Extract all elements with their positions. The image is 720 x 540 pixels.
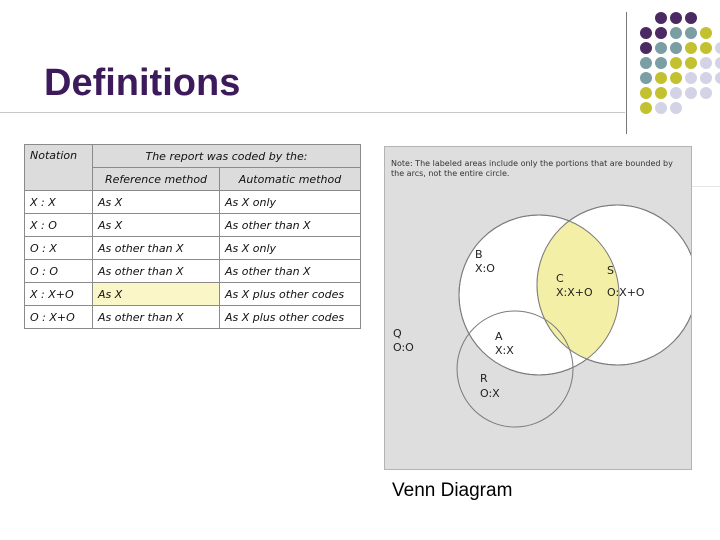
table-row <box>25 191 361 214</box>
decorative-dot <box>655 42 667 54</box>
decorative-dot <box>700 27 712 39</box>
cell-reference: As X <box>93 283 220 306</box>
decorative-dot <box>670 42 682 54</box>
decorative-dot <box>715 57 720 69</box>
decorative-dot <box>655 72 667 84</box>
header-coded-by: The report was coded by the: <box>93 145 361 168</box>
decorative-dot <box>670 72 682 84</box>
decorative-dot <box>700 57 712 69</box>
decorative-dot <box>700 87 712 99</box>
decorative-dot <box>640 27 652 39</box>
decorative-dot <box>655 87 667 99</box>
decorative-dot <box>640 72 652 84</box>
cell-reference: As other than X <box>93 260 220 283</box>
cell-notation: O : X <box>25 237 93 260</box>
table-row <box>25 237 361 260</box>
decorative-dot <box>640 57 652 69</box>
decorative-dot <box>715 72 720 84</box>
cell-reference: As other than X <box>93 237 220 260</box>
decorative-dot <box>640 87 652 99</box>
cell-notation: O : O <box>25 260 93 283</box>
region-r-code: O:X <box>480 387 500 400</box>
decorative-dot <box>685 12 697 24</box>
decorative-dot <box>640 42 652 54</box>
region-a-code: X:X <box>495 344 514 357</box>
venn-diagram <box>385 147 691 469</box>
header-reference-method: Reference method <box>93 168 220 191</box>
decorative-dot <box>715 42 720 54</box>
cell-automatic: As X plus other codes <box>220 306 361 329</box>
region-a-letter: A <box>495 330 503 343</box>
decorative-dot <box>655 12 667 24</box>
diagram-caption: Venn Diagram <box>392 480 513 501</box>
decorative-dot <box>670 102 682 114</box>
region-s-letter: S <box>607 264 614 277</box>
decorative-dot <box>670 57 682 69</box>
cell-automatic: As X only <box>220 237 361 260</box>
cell-reference: As X <box>93 191 220 214</box>
cell-automatic: As X only <box>220 191 361 214</box>
slide-title: Definitions <box>44 62 241 104</box>
cell-notation: X : O <box>25 214 93 237</box>
region-q-code: O:O <box>393 341 414 354</box>
decorative-dot <box>655 102 667 114</box>
table-row <box>25 214 361 237</box>
vertical-divider <box>626 12 627 134</box>
region-c-code: X:X+O <box>556 286 593 299</box>
decorative-dot <box>670 12 682 24</box>
region-q-letter: Q <box>393 327 402 340</box>
cell-automatic: As other than X <box>220 214 361 237</box>
region-c-letter: C <box>556 272 564 285</box>
cell-notation: O : X+O <box>25 306 93 329</box>
header-automatic-method: Automatic method <box>220 168 361 191</box>
table-header-row <box>25 145 361 168</box>
definitions-table <box>24 144 361 329</box>
table-row <box>25 260 361 283</box>
decorative-dot <box>670 87 682 99</box>
table-row <box>25 306 361 329</box>
diagram-note: Note: The labeled areas include only the portions that are bounded by the arcs, not the entire circle. <box>391 159 673 178</box>
decorative-dot <box>685 72 697 84</box>
decorative-dot <box>700 42 712 54</box>
region-b-letter: B <box>475 248 483 261</box>
cell-reference: As X <box>93 214 220 237</box>
decorative-dot <box>685 27 697 39</box>
decorative-dot <box>655 27 667 39</box>
table-row-highlighted <box>25 283 361 306</box>
cell-automatic: As other than X <box>220 260 361 283</box>
decorative-dot <box>685 42 697 54</box>
decorative-dot <box>685 87 697 99</box>
decorative-dot <box>655 57 667 69</box>
decorative-dot <box>640 102 652 114</box>
region-s-code: O:X+O <box>607 286 645 299</box>
venn-diagram-panel <box>384 146 692 470</box>
header-notation: Notation <box>25 145 93 191</box>
cell-automatic: As X plus other codes <box>220 283 361 306</box>
decorative-dot <box>700 72 712 84</box>
title-underline <box>0 112 625 113</box>
region-b-code: X:O <box>475 262 495 275</box>
decorative-dot <box>685 57 697 69</box>
cell-notation: X : X <box>25 191 93 214</box>
cell-reference: As other than X <box>93 306 220 329</box>
decorative-dot <box>670 27 682 39</box>
region-r-letter: R <box>480 372 488 385</box>
cell-notation: X : X+O <box>25 283 93 306</box>
